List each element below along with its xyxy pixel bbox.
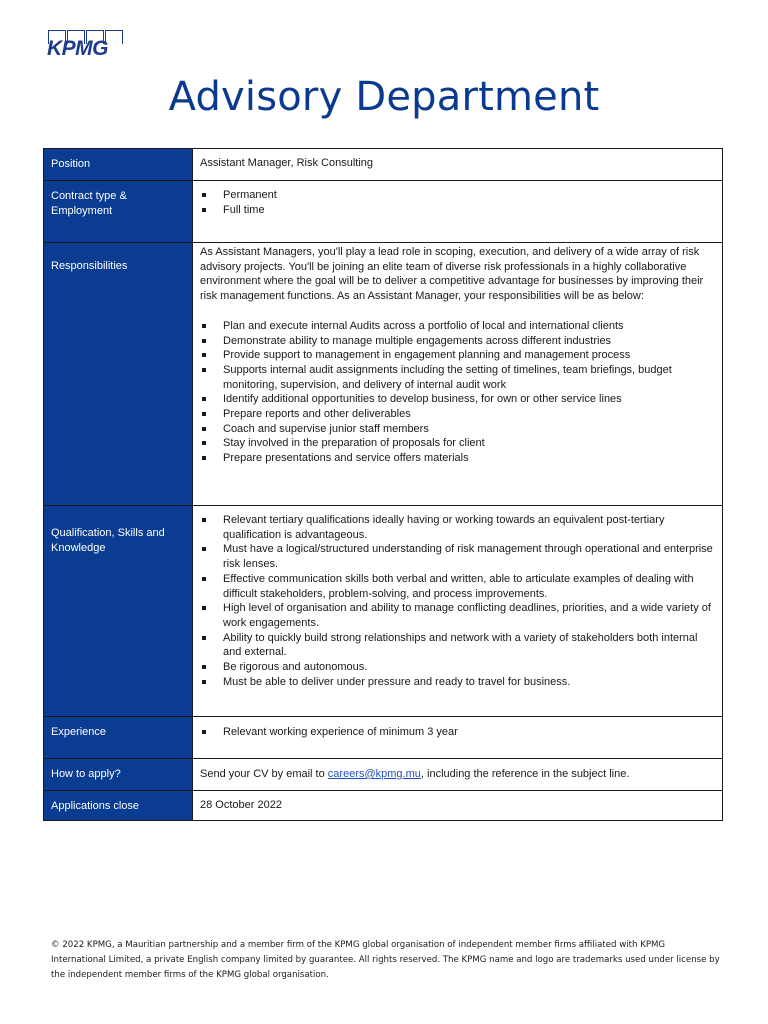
list-item: Supports internal audit assignments including the setting of timelines, team briefings, budget monitoring, supervision, and delivery of internal audit work — [200, 363, 716, 392]
label-experience: Experience — [44, 717, 193, 759]
qualification-list — [200, 513, 716, 689]
value-apply — [193, 759, 723, 791]
value-position: Assistant Manager, Risk Consulting — [193, 149, 723, 181]
row-close — [44, 791, 723, 821]
row-position — [44, 149, 723, 181]
list-item: Permanent — [200, 188, 716, 203]
list-item: Identify additional opportunities to develop business, for own or other service lines — [200, 392, 716, 407]
label-qualification: Qualification, Skills and Knowledge — [44, 506, 193, 717]
value-close: 28 October 2022 — [193, 791, 723, 821]
row-contract — [44, 181, 723, 243]
list-item: Coach and supervise junior staff members — [200, 422, 716, 437]
kpmg-logo — [47, 30, 127, 64]
kpmg-logo-text: KPMG — [47, 37, 108, 60]
list-item: Must have a logical/structured understanding of risk management through operational and enterprise risk lenses. — [200, 542, 716, 571]
list-item: Provide support to management in engagement planning and management process — [200, 348, 716, 363]
label-contract: Contract type & Employment — [44, 181, 193, 243]
value-qualification — [193, 506, 723, 717]
list-item: Effective communication skills both verbal and written, able to articulate examples of dealing with difficult stakeholders, problem-solving, and process improvements. — [200, 572, 716, 601]
page-title: Advisory Department — [168, 74, 600, 120]
list-item: High level of organisation and ability to manage conflicting deadlines, priorities, and a wide variety of work engagements. — [200, 601, 716, 630]
list-item: Plan and execute internal Audits across a portfolio of local and international clients — [200, 319, 716, 334]
label-apply: How to apply? — [44, 759, 193, 791]
label-close: Applications close — [44, 791, 193, 821]
list-item: Ability to quickly build strong relationships and network with a variety of stakeholders both internal and external. — [200, 631, 716, 660]
label-position: Position — [44, 149, 193, 181]
list-item: Prepare presentations and service offers materials — [200, 451, 716, 466]
responsibilities-intro: As Assistant Managers, you'll play a lead role in scoping, execution, and delivery of a wide array of risk advisory projects. You'll be joining an elite team of diverse risk professionals in a highly collaborative environment where the goal will be to deliver a competitive advantage for businesses by improving their risk management functions. As an Assistant Manager, your responsibilities will be as below: — [200, 246, 704, 303]
list-item: Relevant working experience of minimum 3 year — [200, 725, 716, 740]
footer-copyright: © 2022 KPMG, a Mauritian partnership and a member firm of the KPMG global organisation of independent member firms affiliated with KPMG International Limited, a private English company limited by guarantee. All rights reserved. The KPMG name and logo are trademarks used under license by the independent member firms of the KPMG global organisation. — [51, 940, 720, 980]
row-responsibilities — [44, 243, 723, 506]
value-responsibilities — [193, 243, 723, 506]
experience-list — [200, 725, 716, 740]
email-link[interactable]: careers@kpmg.mu — [327, 768, 421, 780]
row-experience — [44, 717, 723, 759]
list-item: Relevant tertiary qualifications ideally having or working towards an equivalent post-tertiary qualification is advantageous. — [200, 513, 716, 542]
list-item: Prepare reports and other deliverables — [200, 407, 716, 422]
list-item: Be rigorous and autonomous. — [200, 660, 716, 675]
value-experience — [193, 717, 723, 759]
row-qualification — [44, 506, 723, 717]
responsibilities-list — [200, 319, 716, 466]
list-item: Stay involved in the preparation of proposals for client — [200, 436, 716, 451]
list-item: Must be able to deliver under pressure and ready to travel for business. — [200, 675, 716, 690]
job-details-table — [43, 148, 723, 821]
apply-text-before: Send your CV by email to — [200, 768, 328, 780]
contract-list — [200, 188, 716, 217]
row-apply — [44, 759, 723, 791]
list-item: Full time — [200, 203, 716, 218]
value-contract — [193, 181, 723, 243]
apply-text-after: , including the reference in the subject line. — [420, 768, 630, 780]
list-item: Demonstrate ability to manage multiple engagements across different industries — [200, 334, 716, 349]
label-responsibilities: Responsibilities — [44, 243, 193, 506]
